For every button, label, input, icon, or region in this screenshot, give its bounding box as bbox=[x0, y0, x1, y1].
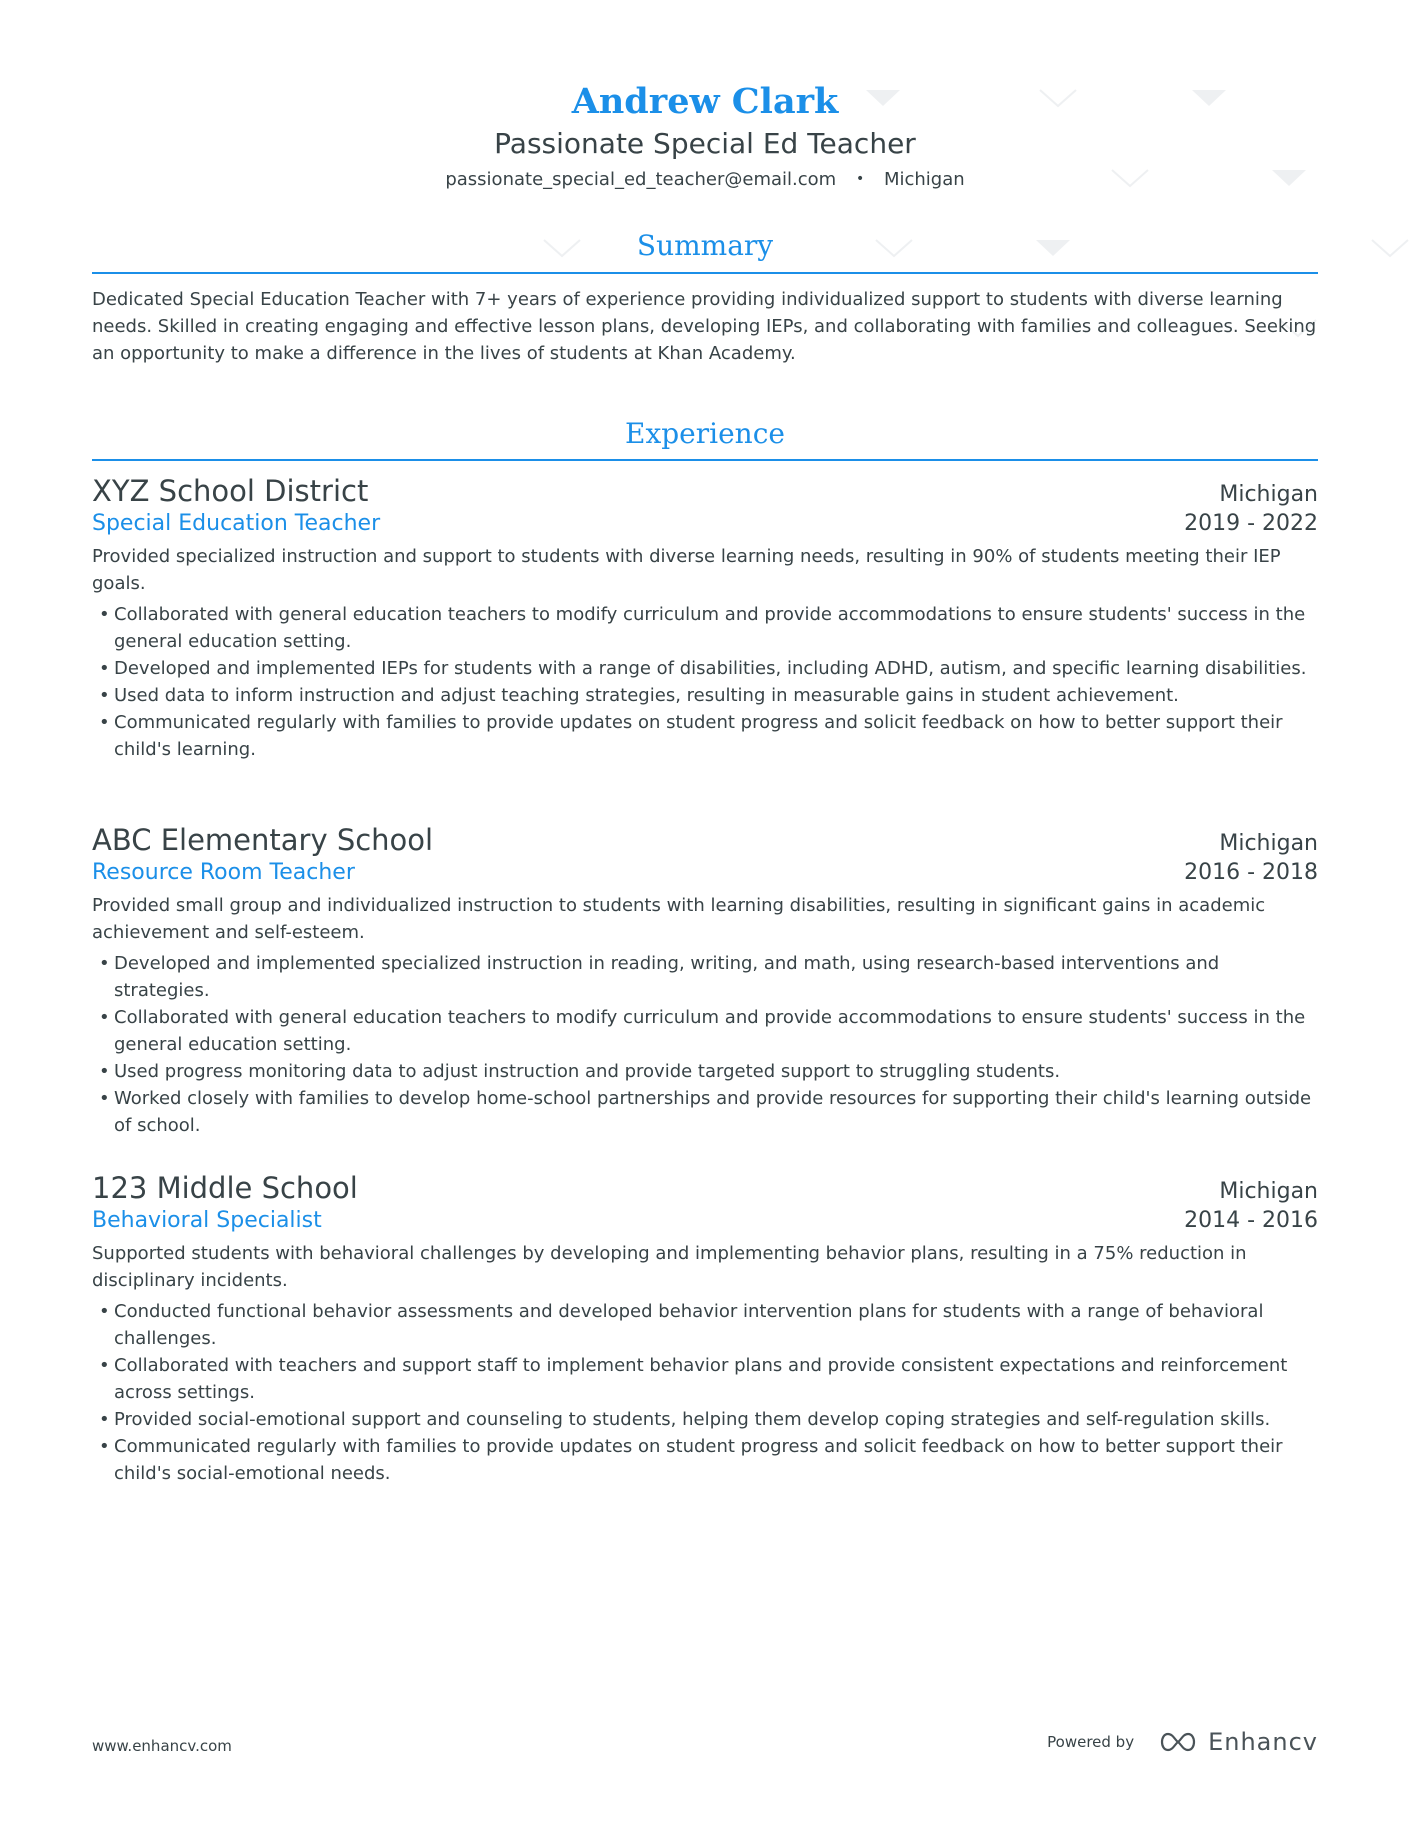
job-bullet: • Communicated regularly with families to provide updates on student progress and solicit feedback on how to better support their child's social-emotional needs. bbox=[92, 1433, 1318, 1487]
contact-line bbox=[92, 166, 1318, 193]
job-dates: 2019 - 2022 bbox=[1184, 511, 1318, 536]
footer-branding bbox=[1047, 1728, 1318, 1756]
footer-website-link[interactable]: www.enhancv.com bbox=[92, 1737, 232, 1755]
bullet-dot-icon: • bbox=[99, 1409, 110, 1430]
job-bullet: • Collaborated with general education teachers to modify curriculum and provide accommodations to ensure students' success in the general education setting. bbox=[92, 1004, 1318, 1058]
job-description: Supported students with behavioral challenges by developing and implementing behavior plans, resulting in a 75% reduction in disciplinary incidents. bbox=[92, 1243, 1247, 1291]
resume-header bbox=[92, 80, 1318, 193]
contact-separator: • bbox=[855, 171, 865, 187]
powered-by-label: Powered by bbox=[1047, 1733, 1135, 1751]
summary-text: Dedicated Special Education Teacher with 7+ years of experience providing individualized support to students with diverse learning needs. Skilled in creating engaging and effective lesson plans, developing IEPs, and collaborating with families and colleagues. Seeking an opportunity to make a difference in the lives of students at Khan Academy. bbox=[92, 289, 1317, 364]
contact-location: Michigan bbox=[883, 169, 965, 190]
job-bullet: • Collaborated with teachers and support staff to implement behavior plans and provide consistent expectations and reinforcement across settings. bbox=[92, 1352, 1318, 1406]
job-bullet: • Developed and implemented specialized instruction in reading, writing, and math, using research-based interventions and strategies. bbox=[92, 950, 1318, 1004]
job-bullet: • Used data to inform instruction and adjust teaching strategies, resulting in measurable gains in student achievement. bbox=[92, 682, 1318, 709]
job-location: Michigan bbox=[1219, 831, 1318, 856]
job-bullet: • Developed and implemented IEPs for students with a range of disabilities, including ADHD, autism, and specific learning disabilities. bbox=[92, 655, 1318, 682]
company-name: 123 Middle School bbox=[92, 1171, 358, 1205]
job-bullet: • Communicated regularly with families to provide updates on student progress and solicit feedback on how to better support their child's learning. bbox=[92, 709, 1318, 763]
summary-divider bbox=[92, 272, 1318, 274]
job-dates: 2014 - 2016 bbox=[1184, 1208, 1318, 1233]
job-bullet: • Worked closely with families to develop home-school partnerships and provide resources for supporting their child's learning outside of school. bbox=[92, 1085, 1318, 1139]
job-bullet: • Used progress monitoring data to adjust instruction and provide targeted support to struggling students. bbox=[92, 1058, 1318, 1085]
bullet-dot-icon: • bbox=[99, 953, 110, 974]
experience-divider bbox=[92, 459, 1318, 461]
resume-page bbox=[92, 0, 1318, 1826]
job-bullet-list bbox=[92, 950, 1318, 1139]
enhancv-logo-icon bbox=[1156, 1730, 1200, 1754]
bullet-dot-icon: • bbox=[99, 658, 110, 679]
candidate-headline: Passionate Special Ed Teacher bbox=[494, 127, 916, 160]
job-dates: 2016 - 2018 bbox=[1184, 860, 1318, 885]
bullet-dot-icon: • bbox=[99, 1088, 110, 1109]
job-description: Provided small group and individualized instruction to students with learning disabilities, resulting in significant gains in academic achievement and self-esteem. bbox=[92, 895, 1266, 943]
bullet-dot-icon: • bbox=[99, 1355, 110, 1376]
job-bullet-list bbox=[92, 1298, 1318, 1487]
enhancv-brand-text: Enhancv bbox=[1208, 1728, 1318, 1756]
bullet-dot-icon: • bbox=[99, 1436, 110, 1457]
candidate-name: Andrew Clark bbox=[571, 81, 839, 122]
experience-entry bbox=[92, 821, 1318, 1139]
job-bullet: • Conducted functional behavior assessments and developed behavior intervention plans for students with a range of behavioral challenges. bbox=[92, 1298, 1318, 1352]
job-description: Provided specialized instruction and support to students with diverse learning needs, resulting in 90% of students meeting their IEP goals. bbox=[92, 546, 1281, 594]
job-bullet-list bbox=[92, 601, 1318, 763]
experience-entry bbox=[92, 472, 1318, 763]
bullet-dot-icon: • bbox=[99, 1007, 110, 1028]
bullet-dot-icon: • bbox=[99, 604, 110, 625]
job-location: Michigan bbox=[1219, 1179, 1318, 1204]
summary-section-title: Summary bbox=[636, 229, 774, 262]
company-name: XYZ School District bbox=[92, 474, 369, 508]
bullet-dot-icon: • bbox=[99, 1061, 110, 1082]
job-location: Michigan bbox=[1219, 482, 1318, 507]
experience-entry bbox=[92, 1169, 1318, 1487]
job-title: Special Education Teacher bbox=[92, 511, 381, 536]
bullet-dot-icon: • bbox=[99, 712, 110, 733]
bullet-dot-icon: • bbox=[99, 685, 110, 706]
job-title: Behavioral Specialist bbox=[92, 1208, 322, 1233]
company-name: ABC Elementary School bbox=[92, 823, 434, 857]
job-bullet: • Collaborated with general education teachers to modify curriculum and provide accommodations to ensure students' success in the general education setting. bbox=[92, 601, 1318, 655]
email-link[interactable]: passionate_special_ed_teacher@email.com bbox=[445, 169, 837, 190]
job-title: Resource Room Teacher bbox=[92, 860, 355, 885]
bullet-dot-icon: • bbox=[99, 1301, 110, 1322]
experience-section-title: Experience bbox=[625, 417, 785, 450]
job-bullet: • Provided social-emotional support and counseling to students, helping them develop coping strategies and self-regulation skills. bbox=[92, 1406, 1318, 1433]
